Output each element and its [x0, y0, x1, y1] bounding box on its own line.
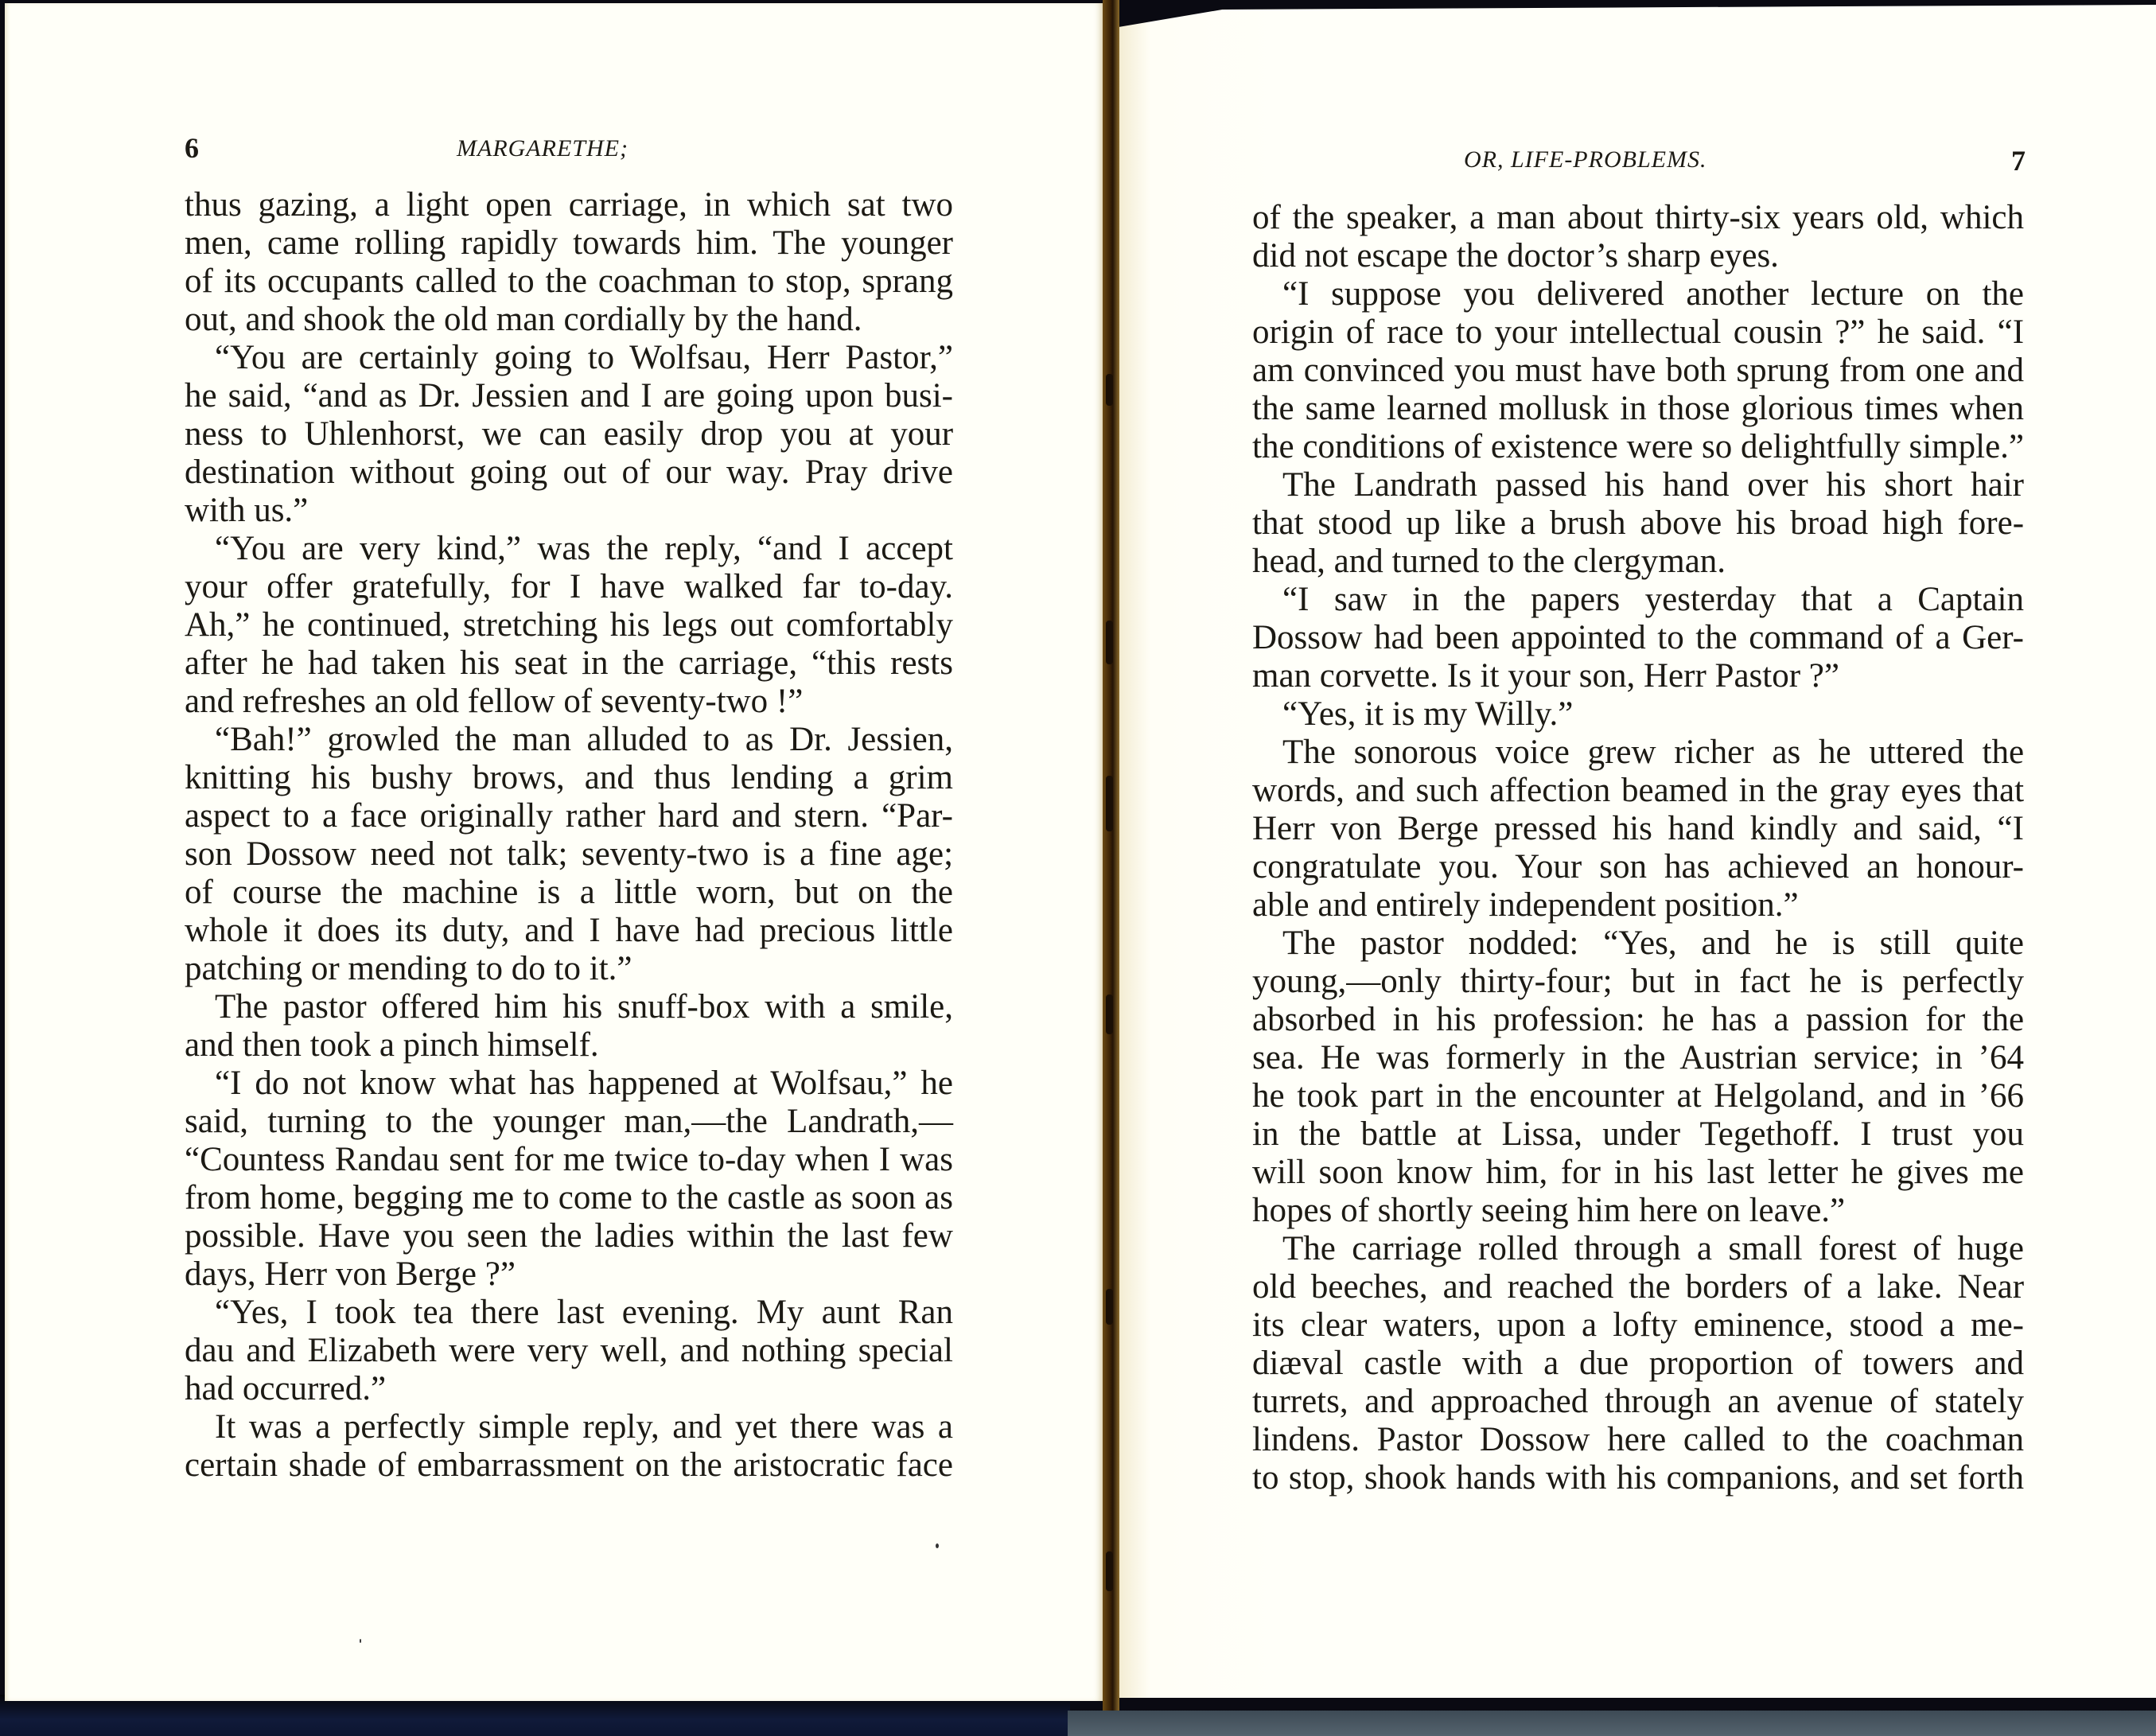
- binding-thread-mark: [1106, 1551, 1113, 1591]
- text-line: possible. Have you seen the ladies within the last few: [185, 1217, 953, 1255]
- text-line: “Yes, I took tea there last evening. My aunt Ran: [215, 1294, 954, 1331]
- text-line: of course the machine is a little worn, but on the: [185, 874, 954, 911]
- text-line: with us.”: [185, 492, 309, 529]
- text-line: “I saw in the papers yesterday that a Captain: [1282, 581, 2024, 618]
- text-line: he said, “and as Dr. Jessien and I are going upon busi-: [185, 377, 954, 415]
- text-line: hopes of shortly seeing him here on leave.”: [1252, 1192, 1846, 1229]
- text-line: thus gazing, a light open carriage, in which sat two: [185, 186, 954, 224]
- text-line: patching or mending to do to it.”: [185, 950, 632, 987]
- text-line: head, and turned to the clergyman.: [1252, 543, 1726, 580]
- text-line: The sonorous voice grew richer as he uttered the: [1282, 734, 2025, 771]
- text-line: Ah,” he continued, stretching his legs out comfortably: [185, 606, 953, 644]
- text-line: lindens. Pastor Dossow here called to the coachman: [1252, 1421, 2024, 1458]
- book-gutter: [1103, 0, 1119, 1711]
- left-running-head: MARGARETHE;: [457, 135, 629, 162]
- text-line: in the battle at Lissa, under Tegethoff. I trust you: [1252, 1115, 2024, 1153]
- text-line: congratulate you. Your son has achieved an honour-: [1252, 848, 2024, 886]
- text-line: out, and shook the old man cordially by the hand.: [185, 301, 862, 338]
- text-line: sea. He was formerly in the Austrian service; in ’64: [1252, 1039, 2024, 1076]
- text-line: days, Herr von Berge ?”: [185, 1255, 516, 1293]
- text-line: The carriage rolled through a small forest of huge: [1282, 1230, 2025, 1267]
- binding-thread-mark: [1106, 374, 1113, 406]
- text-line: man corvette. Is it your son, Herr Pastor ?”: [1252, 657, 1839, 695]
- scan-background: [1068, 1711, 2156, 1736]
- text-line: said, turning to the younger man,—the Landrath,—: [185, 1103, 954, 1140]
- text-line: son Dossow need not talk; seventy-two is a fine age;: [185, 835, 954, 873]
- text-line: Herr von Berge pressed his hand kindly and said, “I: [1252, 810, 2024, 847]
- binding-thread-mark: [1106, 1289, 1113, 1325]
- text-line: did not escape the doctor’s sharp eyes.: [1252, 237, 1779, 274]
- text-line: and then took a pinch himself.: [185, 1026, 599, 1064]
- text-line: dau and Elizabeth were very well, and nothing special: [185, 1332, 953, 1369]
- text-line: certain shade of embarrassment on the aristocratic face: [185, 1446, 953, 1484]
- text-line: turrets, and approached through an avenue of stately: [1252, 1383, 2024, 1420]
- text-line: The pastor nodded: “Yes, and he is still quite: [1282, 924, 2025, 962]
- text-line: “I do not know what has happened at Wolfsau,” he: [215, 1065, 954, 1102]
- binding-thread-mark: [1106, 621, 1113, 664]
- text-line: diæval castle with a due proportion of towers and: [1252, 1345, 2024, 1382]
- text-line: The Landrath passed his hand over his short hair: [1282, 466, 2024, 504]
- text-line: absorbed in his profession: he has a passion for the: [1252, 1001, 2025, 1038]
- left-page-number: 6: [185, 132, 199, 164]
- text-line: its clear waters, upon a lofty eminence, stood a me-: [1252, 1306, 2025, 1344]
- text-line: words, and such affection beamed in the gray eyes that: [1252, 772, 2025, 809]
- text-line: Dossow had been appointed to the command of a Ger-: [1252, 619, 2024, 656]
- binding-thread-mark: [1106, 995, 1113, 1034]
- text-line: will soon know him, for in his last letter he gives me: [1252, 1154, 2024, 1191]
- binding-thread-mark: [1106, 776, 1113, 831]
- text-line: “Yes, it is my Willy.”: [1282, 695, 1574, 733]
- text-line: he took part in the encounter at Helgoland, and in ’66: [1252, 1077, 2025, 1115]
- text-line: of the speaker, a man about thirty-six years old, which: [1252, 199, 2024, 236]
- paper-speck: [936, 1543, 939, 1548]
- text-line: “Countess Randau sent for me twice to-day when I was: [185, 1141, 953, 1178]
- text-line: men, came rolling rapidly towards him. The younger: [185, 224, 953, 262]
- text-line: The pastor offered him his snuff-box with a smile,: [215, 988, 953, 1026]
- text-line: destination without going out of our way. Pray drive: [185, 453, 954, 491]
- text-line: the conditions of existence were so delightfully simple.”: [1252, 428, 2024, 465]
- text-line: am convinced you must have both sprung from one and: [1252, 352, 2024, 389]
- text-line: of its occupants called to the coachman to stop, sprang: [185, 263, 954, 300]
- text-line: that stood up like a brush above his broad high fore-: [1252, 504, 2025, 542]
- text-line: to stop, shook hands with his companions, and set forth: [1252, 1459, 2024, 1497]
- paper-speck: [360, 1639, 361, 1643]
- text-line: old beeches, and reached the borders of a lake. Near: [1252, 1268, 2025, 1306]
- text-line: “I suppose you delivered another lecture on the: [1282, 275, 2024, 313]
- text-line: and refreshes an old fellow of seventy-two !”: [185, 683, 804, 720]
- text-line: origin of race to your intellectual cousin ?” he said. “I: [1252, 313, 2025, 351]
- text-line: ness to Uhlenhorst, we can easily drop you at your: [185, 415, 954, 453]
- text-line: whole it does its duty, and I have had precious little: [185, 912, 953, 949]
- text-line: the same learned mollusk in those glorious times when: [1252, 390, 2024, 427]
- left-page-body: [185, 186, 953, 1485]
- text-line: from home, begging me to come to the castle as soon as: [185, 1179, 954, 1216]
- text-line: “You are certainly going to Wolfsau, Herr Pastor,”: [215, 339, 953, 376]
- text-line: “Bah!” growled the man alluded to as Dr. Jessien,: [215, 721, 954, 758]
- text-line: young,—only thirty-four; but in fact he is perfectly: [1252, 963, 2024, 1000]
- text-line: “You are very kind,” was the reply, “and I accept: [215, 530, 953, 567]
- right-running-head: OR, LIFE-PROBLEMS.: [1464, 146, 1707, 173]
- text-line: your offer gratefully, for I have walked far to-day.: [185, 568, 954, 605]
- text-line: It was a perfectly simple reply, and yet there was a: [215, 1408, 953, 1446]
- text-line: aspect to a face originally rather hard and stern. “Par-: [185, 797, 953, 835]
- text-line: after he had taken his seat in the carriage, “this rests: [185, 644, 953, 682]
- right-page-body: [1252, 199, 2024, 1497]
- text-line: able and entirely independent position.”: [1252, 886, 1799, 924]
- text-line: knitting his bushy brows, and thus lending a grim: [185, 759, 954, 796]
- text-line: had occurred.”: [185, 1370, 387, 1407]
- right-page-number: 7: [2011, 145, 2026, 177]
